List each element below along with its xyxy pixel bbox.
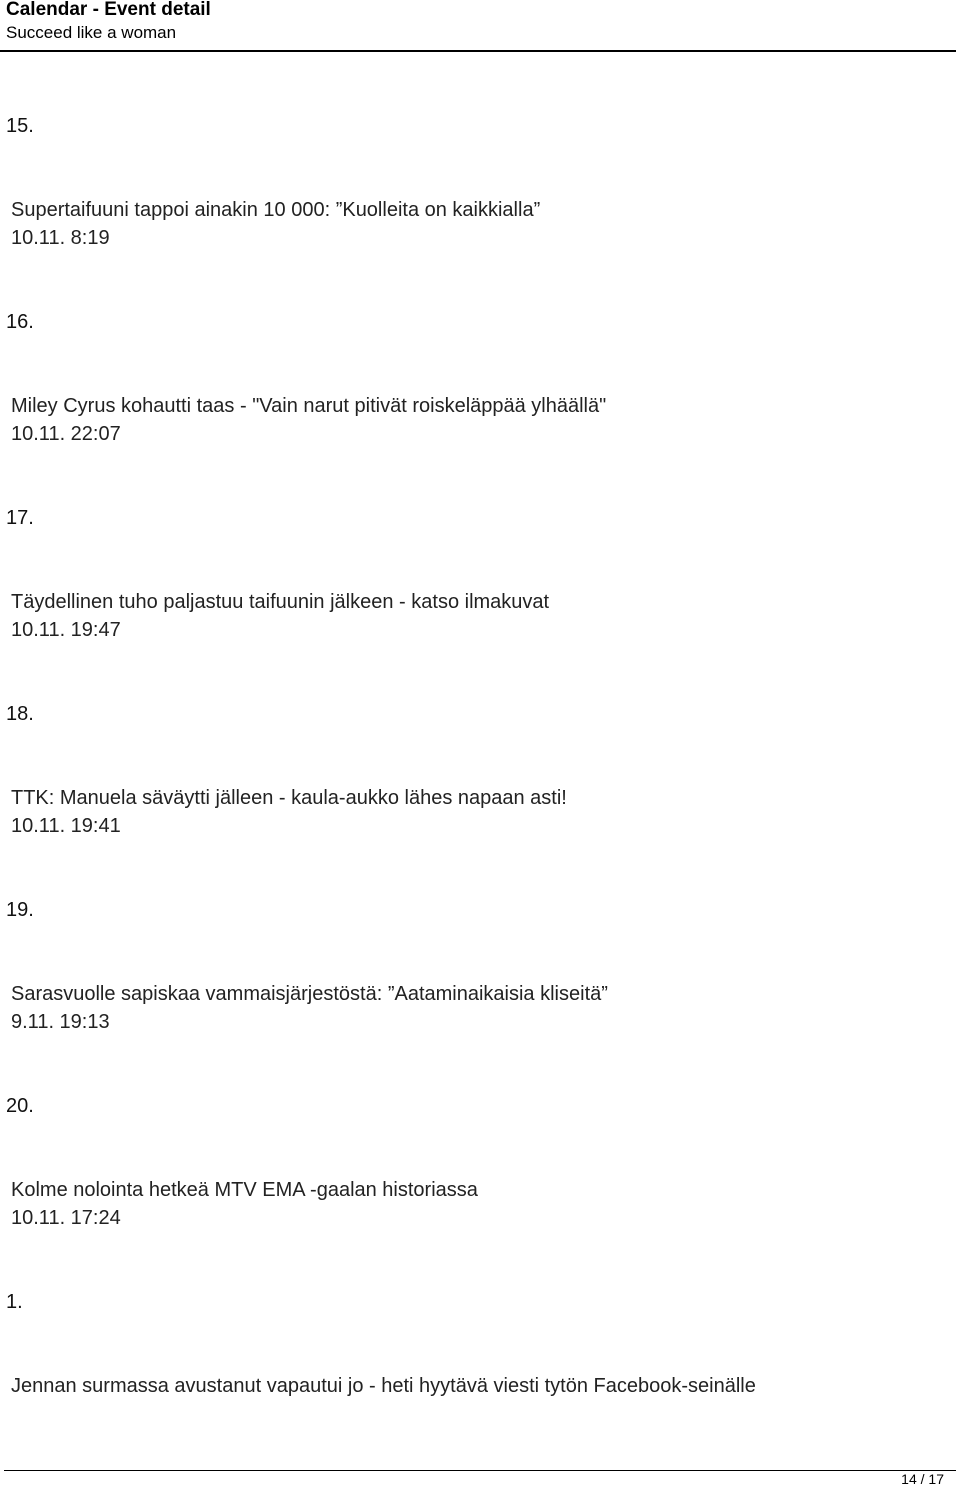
entry-title[interactable]: Sarasvuolle sapiskaa vammaisjärjestöstä: ”Aataminaikaisia kliseitä” bbox=[11, 983, 608, 1005]
entry-number: 20. bbox=[6, 1095, 34, 1117]
footer-divider bbox=[4, 1470, 956, 1471]
entry-time: 10.11. 8:19 bbox=[11, 227, 110, 249]
entry-number: 17. bbox=[6, 507, 34, 529]
entry-title[interactable]: Miley Cyrus kohautti taas - "Vain narut pitivät roiskeläppää ylhäällä" bbox=[11, 395, 607, 417]
entry-title[interactable]: Supertaifuuni tappoi ainakin 10 000: ”Kuolleita on kaikkialla” bbox=[11, 199, 541, 221]
entry-number: 16. bbox=[6, 311, 34, 333]
entry-time: 10.11. 19:41 bbox=[11, 815, 121, 837]
entry-title[interactable]: Kolme nolointa hetkeä MTV EMA -gaalan historiassa bbox=[11, 1179, 478, 1201]
entry-title[interactable]: Jennan surmassa avustanut vapautui jo - heti hyytävä viesti tytön Facebook-seinälle bbox=[11, 1375, 756, 1397]
entry-time: 10.11. 22:07 bbox=[11, 423, 121, 445]
entry-number: 15. bbox=[6, 115, 34, 137]
page-number: 14 / 17 bbox=[901, 1471, 944, 1487]
entry-number: 18. bbox=[6, 703, 34, 725]
entry-number: 1. bbox=[6, 1291, 23, 1313]
page-subtitle: Succeed like a woman bbox=[6, 23, 177, 42]
page-title: Calendar - Event detail bbox=[6, 0, 211, 20]
entry-time: 10.11. 17:24 bbox=[11, 1207, 121, 1229]
entry-title[interactable]: Täydellinen tuho paljastuu taifuunin jälkeen - katso ilmakuvat bbox=[11, 591, 550, 613]
entry-title[interactable]: TTK: Manuela säväytti jälleen - kaula-aukko lähes napaan asti! bbox=[11, 787, 567, 809]
entry-time: 9.11. 19:13 bbox=[11, 1011, 110, 1033]
entry-number: 19. bbox=[6, 899, 34, 921]
entry-time: 10.11. 19:47 bbox=[11, 619, 121, 641]
page-header bbox=[0, 0, 956, 52]
